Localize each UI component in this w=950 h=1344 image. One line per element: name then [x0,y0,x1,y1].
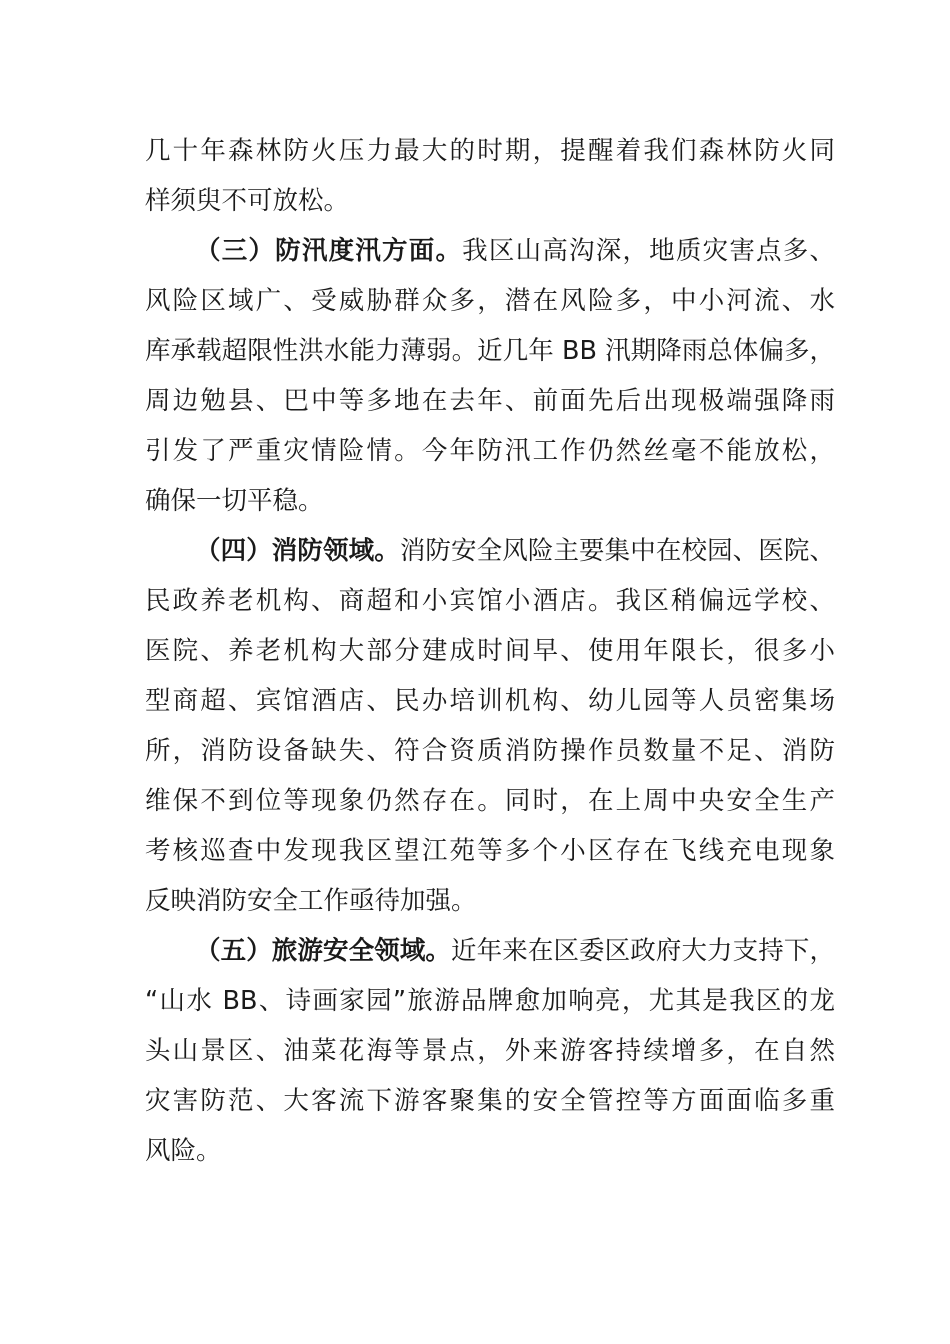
document-body [145,126,835,1176]
paragraph-line: 型商超、宾馆酒店、民办培训机构、幼儿园等人员密集场 [145,686,835,716]
paragraph-line: 考核巡查中发现我区望江苑等多个小区存在飞线充电现象 [145,836,835,866]
paragraph-line: 民政养老机构、商超和小宾馆小酒店。我区稍偏远学校、 [145,586,835,616]
section-4-first-line-text: 消防安全风险主要集中在校园、医院、 [399,536,835,566]
paragraph-line: 库承载超限性洪水能力薄弱。近几年 BB 汛期降雨总体偏多， [145,336,835,366]
section-4-heading: （四）消防领域。 [195,536,400,566]
section-3-first-line [145,226,835,276]
section-5-heading: （五）旅游安全领域。 [195,936,452,966]
paragraph-line: 确保一切平稳。 [145,486,324,516]
paragraph-line: 风险。 [145,1136,222,1166]
paragraph-line: 医院、养老机构大部分建成时间早、使用年限长，很多小 [145,636,835,666]
section-3-heading: （三）防汛度汛方面。 [195,236,463,266]
paragraph-line: 维保不到位等现象仍然存在。同时，在上周中央安全生产 [145,786,835,816]
section-5-first-line-text: 近年来在区委区政府大力支持下， [451,936,835,966]
paragraph-line: 风险区域广、受威胁群众多，潜在风险多，中小河流、水 [145,286,835,316]
paragraph-line: 所，消防设备缺失、符合资质消防操作员数量不足、消防 [145,736,835,766]
section-3-first-line-text: 我区山高沟深，地质灾害点多、 [462,236,835,266]
paragraph-line: 引发了严重灾情险情。今年防汛工作仍然丝毫不能放松， [145,436,835,466]
section-5-first-line [145,926,835,976]
paragraph-line: 样须臾不可放松。 [145,186,350,216]
section-4-first-line [145,526,835,576]
paragraph-line: 反映消防安全工作亟待加强。 [145,886,477,916]
paragraph-line: 几十年森林防火压力最大的时期，提醒着我们森林防火同 [145,136,835,166]
paragraph-line: 周边勉县、巴中等多地在去年、前面先后出现极端强降雨 [145,386,835,416]
paragraph-line: 头山景区、油菜花海等景点，外来游客持续增多，在自然 [145,1036,835,1066]
paragraph-line: “山水 BB、诗画家园”旅游品牌愈加响亮，尤其是我区的龙 [145,986,835,1016]
paragraph-line: 灾害防范、大客流下游客聚集的安全管控等方面面临多重 [145,1086,835,1116]
